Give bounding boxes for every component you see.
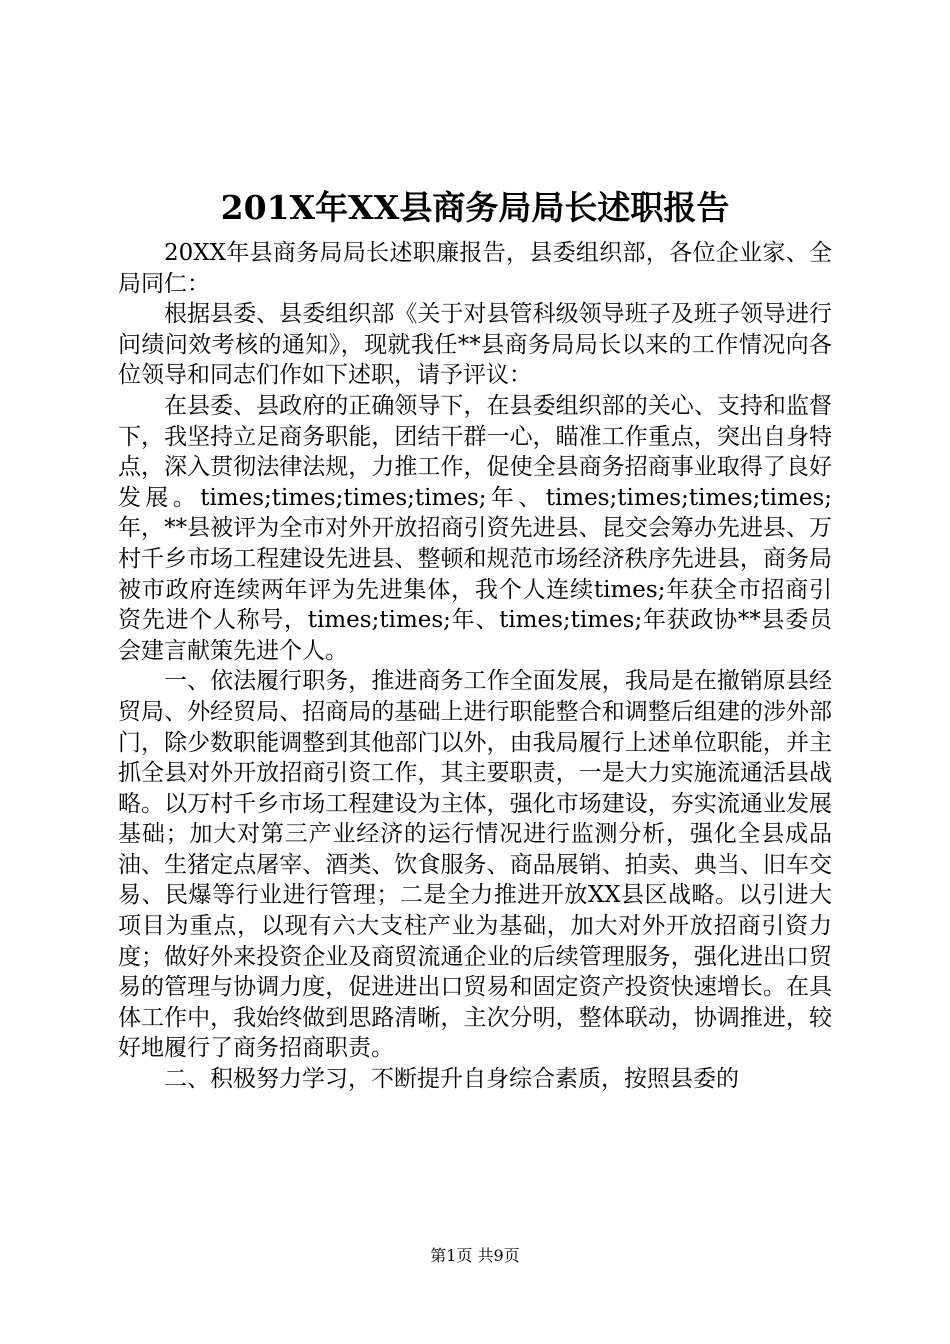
document-body xyxy=(118,238,832,1095)
document-title: 201X年XX县商务局局长述职报告 xyxy=(220,188,730,227)
paragraph-achievements: 在县委、县政府的正确领导下，在县委组织部的关心、支持和监督下，我坚持立足商务职能，团结干群一心，瞄准工作重点，突出自身特点，深入贯彻法律法规，力推工作，促使全县商务招商事业取得了良好发展。times;times;times;times;年、times;times;times;times;年，**县被评为全市对外开放招商引资先进县、昆交会筹办先进县、万村千乡市场工程建设先进县、整顿和规范市场经济秩序先进县，商务局被市政府连续两年评为先进集体，我个人连续times;年获全市招商引资先进个人称号，times;times;年、times;times;年获政协**县委员会建言献策先进个人。 xyxy=(118,392,832,664)
paragraph-salutation: 20XX年县商务局局长述职廉报告，县委组织部，各位企业家、全局同仁： xyxy=(118,240,832,297)
paragraph-section-one: 一、依法履行职务，推进商务工作全面发展，我局是在撤销原县经贸局、外经贸局、招商局的基础上进行职能整合和调整后组建的涉外部门，除少数职能调整到其他部门以外，由我局履行上述单位职能，并主抓全县对外开放招商引资工作，其主要职责，一是大力实施流通活县战略。以万村千乡市场工程建设为主体，强化市场建设，夯实流通业发展基础；加大对第三产业经济的运行情况进行监测分析，强化全县成品油、生猪定点屠宰、酒类、饮食服务、商品展销、拍卖、典当、旧车交易、民爆等行业进行管理；二是全力推进开放XX县区战略。以引进大项目为重点，以现有六大支柱产业为基础，加大对外开放招商引资力度；做好外来投资企业及商贸流通企业的后续管理服务，强化进出口贸易的管理与协调力度，促进进出口贸易和固定资产投资快速增长。在具体工作中，我始终做到思路清晰，主次分明，整体联动，协调推进，较好地履行了商务招商职责。 xyxy=(118,668,832,1062)
paragraph-section-two: 二、积极努力学习，不断提升自身综合素质，按照县委的 xyxy=(164,1066,739,1093)
paragraph-intro: 根据县委、县委组织部《关于对县管科级领导班子及班子领导进行问绩问效考核的通知》，现就我任**县商务局局长以来的工作情况向各位领导和同志们作如下述职，请予评议： xyxy=(118,301,832,389)
page-footer: 第1页 共9页 xyxy=(430,1246,520,1265)
